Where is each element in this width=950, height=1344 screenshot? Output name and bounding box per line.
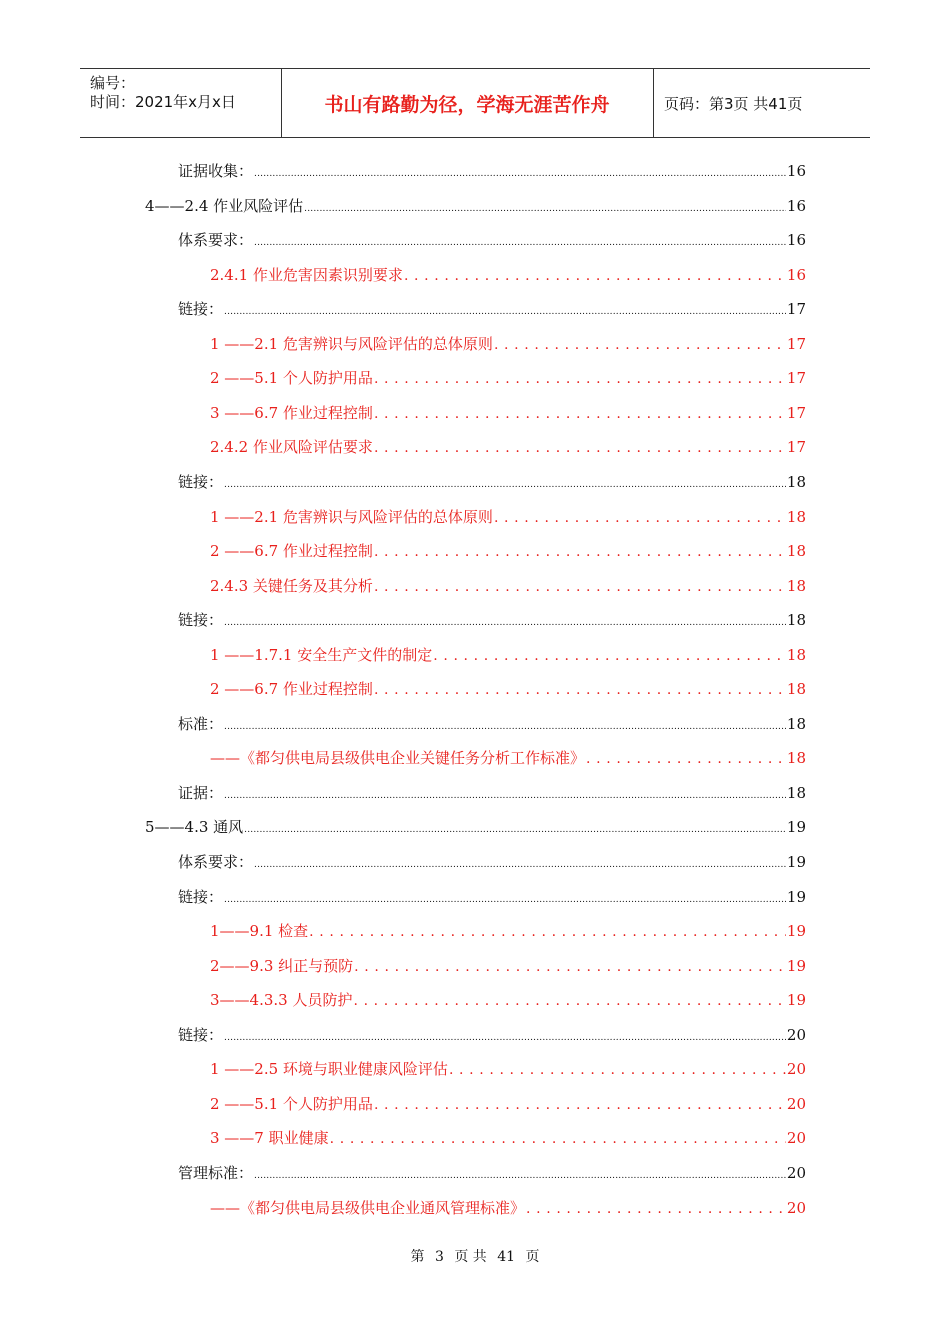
toc-entry[interactable] xyxy=(210,264,806,286)
toc-entry-page: 19 xyxy=(786,956,806,975)
footer-mid: 页 共 xyxy=(454,1249,487,1265)
toc-entry-title: 链接： xyxy=(178,611,224,630)
toc-leader-dots xyxy=(309,922,786,940)
toc-entry[interactable] xyxy=(210,955,806,977)
header-meta-cell xyxy=(80,69,282,137)
toc-leader-dots xyxy=(224,473,786,491)
toc-leader-dots xyxy=(254,231,786,249)
toc-entry-page: 17 xyxy=(786,438,806,457)
toc-entry[interactable] xyxy=(178,160,806,182)
toc-entry-title: 2.4.1 作业危害因素识别要求 xyxy=(210,265,403,284)
toc-entry-page: 20 xyxy=(786,1025,806,1044)
toc-entry[interactable] xyxy=(178,851,806,873)
toc-leader-dots xyxy=(374,577,786,595)
toc-leader-dots xyxy=(449,1060,786,1078)
toc-entry-page: 16 xyxy=(786,162,806,180)
toc-entry[interactable] xyxy=(178,229,806,251)
toc-entry[interactable] xyxy=(178,298,806,320)
footer-total-pages: 41 xyxy=(497,1249,516,1265)
toc-entry-page: 17 xyxy=(786,403,806,422)
toc-entry-page: 19 xyxy=(786,853,806,871)
toc-leader-dots xyxy=(224,611,786,629)
toc-leader-dots xyxy=(244,818,786,836)
toc-entry-page: 20 xyxy=(786,1163,806,1182)
toc-entry-title: 体系要求： xyxy=(178,231,254,250)
toc-leader-dots xyxy=(330,1129,786,1147)
toc-leader-dots xyxy=(254,853,786,871)
toc-entry-page: 16 xyxy=(786,265,806,284)
toc-leader-dots xyxy=(353,991,785,1009)
toc-entry-title: 2.4.3 关键任务及其分析 xyxy=(210,576,373,595)
toc-entry-title: 5——4.3 通风 xyxy=(145,818,244,837)
toc-entry[interactable] xyxy=(178,1024,806,1046)
toc-entry[interactable] xyxy=(210,540,806,562)
toc-entry-page: 19 xyxy=(786,922,806,941)
toc-entry[interactable] xyxy=(178,471,806,493)
toc-leader-dots xyxy=(224,784,786,802)
toc-entry-page: 19 xyxy=(786,818,806,837)
toc-entry[interactable] xyxy=(210,1093,806,1115)
toc-entry[interactable] xyxy=(178,713,806,735)
toc-entry-page: 18 xyxy=(786,611,806,630)
toc-entry-page: 19 xyxy=(786,991,806,1010)
toc-entry-title: 1 ——2.1 危害辨识与风险评估的总体原则 xyxy=(210,334,493,353)
toc-entry[interactable] xyxy=(210,644,806,666)
toc-leader-dots xyxy=(254,1164,786,1182)
toc-entry-page: 18 xyxy=(786,576,806,595)
toc-entry-title: 3——4.3.3 人员防护 xyxy=(210,991,353,1010)
footer-suffix: 页 xyxy=(525,1249,540,1265)
toc-entry-title: 体系要求： xyxy=(178,853,254,871)
toc-entry-title: 2——9.3 纠正与预防 xyxy=(210,956,354,975)
toc-entry[interactable] xyxy=(210,333,806,355)
toc-leader-dots xyxy=(494,508,786,526)
toc-leader-dots xyxy=(374,680,786,698)
toc-leader-dots xyxy=(374,542,786,560)
toc-entry-page: 20 xyxy=(786,1094,806,1113)
toc-entry-page: 18 xyxy=(786,680,806,699)
toc-entry-title: 1 ——1.7.1 安全生产文件的制定 xyxy=(210,645,433,664)
toc-entry[interactable] xyxy=(210,402,806,424)
toc-leader-dots xyxy=(586,749,786,767)
page-footer xyxy=(0,1246,950,1266)
toc-leader-dots xyxy=(354,957,786,975)
toc-leader-dots xyxy=(224,1026,786,1044)
toc-entry[interactable] xyxy=(210,1058,806,1080)
toc-entry[interactable] xyxy=(178,886,806,908)
toc-leader-dots xyxy=(374,1095,786,1113)
toc-leader-dots xyxy=(254,162,786,180)
toc-entry-title: 2 ——5.1 个人防护用品 xyxy=(210,1094,373,1113)
toc-entry-page: 19 xyxy=(786,887,806,906)
toc-entry-title: ——《都匀供电局县级供电企业通风管理标准》 xyxy=(210,1198,526,1217)
document-date-label: 时间：2021年x月x日 xyxy=(90,93,236,111)
toc-entry-title: 1——9.1 检查 xyxy=(210,922,309,941)
toc-entry[interactable] xyxy=(178,1162,806,1184)
toc-entry-page: 17 xyxy=(786,300,806,319)
toc-entry-title: 管理标准： xyxy=(178,1163,254,1182)
toc-entry[interactable] xyxy=(145,195,806,217)
toc-leader-dots xyxy=(374,369,786,387)
toc-leader-dots xyxy=(224,888,786,906)
page-header xyxy=(80,68,870,138)
toc-entry-title: 2 ——6.7 作业过程控制 xyxy=(210,680,373,699)
toc-entry-page: 16 xyxy=(786,196,806,215)
toc-leader-dots xyxy=(404,266,786,284)
toc-entry[interactable] xyxy=(210,1197,806,1219)
toc-leader-dots xyxy=(526,1199,786,1217)
toc-entry-page: 18 xyxy=(786,783,806,802)
toc-leader-dots xyxy=(374,438,786,456)
toc-entry-title: ——《都匀供电局县级供电企业关键任务分析工作标准》 xyxy=(210,749,586,768)
toc-entry[interactable] xyxy=(210,989,806,1011)
header-motto: 书山有路勤为径，学海无涯苦作舟 xyxy=(281,69,654,137)
toc-leader-dots xyxy=(494,335,786,353)
toc-entry[interactable] xyxy=(178,782,806,804)
toc-entry[interactable] xyxy=(210,747,806,769)
toc-entry[interactable] xyxy=(210,575,806,597)
toc-entry-title: 链接： xyxy=(178,300,224,319)
toc-entry-title: 2.4.2 作业风险评估要求 xyxy=(210,438,373,457)
toc-entry-page: 18 xyxy=(786,472,806,491)
toc-entry-page: 20 xyxy=(786,1129,806,1148)
toc-entry-page: 18 xyxy=(786,507,806,526)
toc-entry-title: 3 ——6.7 作业过程控制 xyxy=(210,403,373,422)
toc-entry-title: 标准： xyxy=(178,714,224,733)
toc-entry-page: 20 xyxy=(786,1060,806,1079)
toc-entry-title: 2 ——5.1 个人防护用品 xyxy=(210,369,373,388)
toc-entry[interactable] xyxy=(210,506,806,528)
toc-entry[interactable] xyxy=(210,367,806,389)
toc-entry-page: 18 xyxy=(786,542,806,561)
header-page-label: 页码：第3页 共41页 xyxy=(664,94,803,113)
toc-leader-dots xyxy=(224,300,786,318)
toc-leader-dots xyxy=(304,197,786,215)
toc-entry-page: 18 xyxy=(786,645,806,664)
toc-entry-page: 18 xyxy=(786,749,806,768)
footer-page-number: 3 xyxy=(434,1249,444,1265)
toc-entry-page: 16 xyxy=(786,231,806,250)
toc-entry-title: 链接： xyxy=(178,472,224,491)
toc-entry[interactable] xyxy=(210,436,806,458)
toc-leader-dots xyxy=(433,646,786,664)
toc-entry-page: 17 xyxy=(786,334,806,353)
toc-entry-title: 1 ——2.5 环境与职业健康风险评估 xyxy=(210,1060,448,1079)
toc-leader-dots xyxy=(224,715,786,733)
toc-entry[interactable] xyxy=(210,1127,806,1149)
toc-entry-page: 20 xyxy=(786,1198,806,1217)
toc-entry-title: 3 ——7 职业健康 xyxy=(210,1129,329,1148)
footer-prefix: 第 xyxy=(410,1249,425,1265)
toc-entry-title: 1 ——2.1 危害辨识与风险评估的总体原则 xyxy=(210,507,493,526)
toc-entry-title: 证据： xyxy=(178,783,224,802)
toc-entry-title: 4——2.4 作业风险评估 xyxy=(145,196,304,215)
toc-entry-page: 17 xyxy=(786,369,806,388)
toc-entry-title: 2 ——6.7 作业过程控制 xyxy=(210,542,373,561)
toc-entry-title: 链接： xyxy=(178,1025,224,1044)
toc-entry[interactable] xyxy=(145,816,806,838)
toc-entry[interactable] xyxy=(210,678,806,700)
toc-entry-title: 证据收集： xyxy=(178,162,254,180)
toc-leader-dots xyxy=(374,404,786,422)
toc-entry[interactable] xyxy=(178,609,806,631)
document-number-label: 编号： xyxy=(90,74,136,92)
toc-entry-title: 链接： xyxy=(178,887,224,906)
toc-entry-page: 18 xyxy=(786,714,806,733)
toc-entry[interactable] xyxy=(210,920,806,942)
